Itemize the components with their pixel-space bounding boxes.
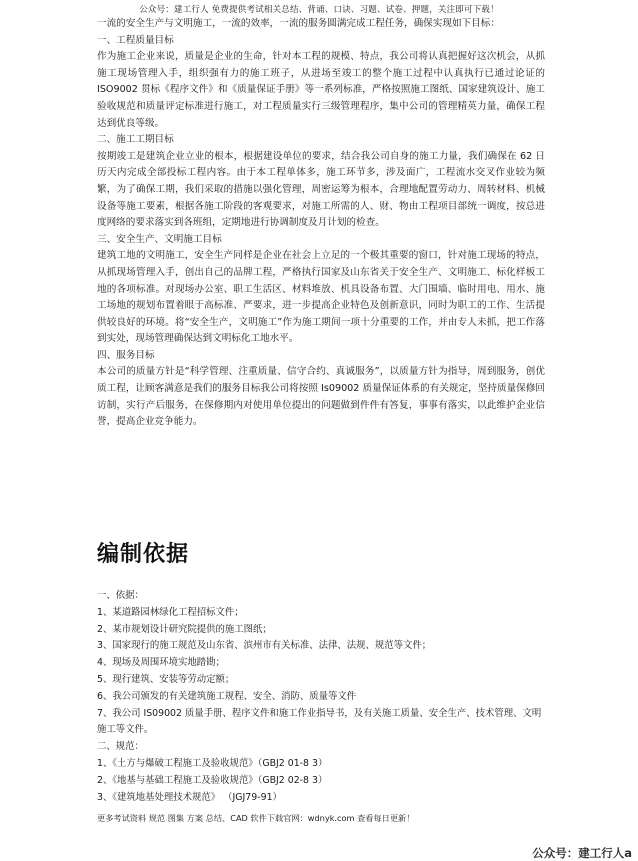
list-item: 2、某市规划设计研究院提供的施工图纸； — [97, 623, 272, 635]
list-item: 2、《地基与基础工程施工及验收规范》（GBJ2 02-8 3） — [97, 774, 328, 786]
goals-section — [97, 16, 545, 431]
list-item: 1、某道路园林绿化工程招标文件； — [97, 606, 244, 618]
basis-heading: 一、依据： — [97, 590, 144, 601]
list-item: 6、我公司颁发的有关建筑施工规程、安全、消防、质量等文件 — [97, 690, 357, 702]
section-text: 本公司的质量方针是“科学管理、注重质量、信守合约、真诚服务”，以质量方针为指导，周到服务，创优质工程，让顾客满意是我们的服务目标我公司将按照 Is09002 质量保证体系的有关规定，坚持质量保修回访制，实行产后服务，在保修期内对使用单位提出的问题做到件件有答复，事事有落实，以此维护企业信誉，提高企业竞争能力。 — [97, 366, 545, 428]
list-item: 3、《建筑地基处理技术规范》 （JGJ79-91） — [97, 791, 282, 803]
brand-watermark: 公众号：建工行人a — [532, 846, 632, 860]
section-text: 作为施工企业来说，质量是企业的生命，针对本工程的规模、特点，我公司将认真把握好这次机会，从抓施工现场管理入手，组织强有力的施工班子，从进场至竣工的整个施工过程中认真执行已通过论证的 ISO9002 贯标《程序文件》和《质量保证手册》等一系列标准，严格按照施工图纸、国家建筑设计、施工验收规范和质量评定标准进行施工，对工程质量实行三级管理程序，集中公司的管理精英力量，确保工程达到优良等级。 — [97, 51, 545, 129]
page-title: 编制依据 — [97, 542, 190, 567]
section-heading: 二、施工工期目标 — [97, 134, 174, 146]
list-item: 1、《土方与爆破工程施工及验收规范》（GBJ2 01-8 3） — [97, 757, 328, 769]
list-item: 4、现场及周围环境实地踏勘； — [97, 657, 225, 669]
section-heading: 一、工程质量目标 — [97, 34, 174, 46]
list-item: 5、现行建筑、安装等劳动定额； — [97, 673, 235, 685]
page-footer: 更多考试资料 规范 图集 方案 总结、CAD 软件下载官网：wdnyk.com 查看每日更新！ — [97, 813, 415, 823]
norms-heading: 二、规范： — [97, 741, 144, 753]
list-item: 7、我公司 IS09002 质量手册、程序文件和施工作业指导书，及有关施工质量、安全生产、技术管理、文明施工等文件。 — [97, 707, 542, 736]
section-heading: 三、安全生产、文明施工目标 — [97, 233, 222, 245]
page-header: 公众号：建工行人 免费提供考试相关总结、背诵、口诀、习题、试卷、押题，关注即可下载！ — [139, 5, 499, 15]
section-text: 建筑工地的文明施工，安全生产同样是企业在社会上立足的一个极其重要的窗口，针对施工现场的特点，从抓现场管理入手，创出自己的品牌工程，严格执行国家及山东省关于安全生产、文明施工、标化样板工地的各项标准。对现场办公室、职工生活区、材料堆放、机具设备布置、大门围墙、临时用电、用水、施工场地的规划布置着眼于高标准、严要求，进一步提高企业特色及创新意识，同时为职工的工作、生活提供较良好的环境。将“安全生产，文明施工”作为施工期间一项十分重要的工作，并由专人未抓，把工作落到实处，现场管理确保达到文明标化工地水平。 — [97, 250, 545, 345]
basis-section — [97, 588, 545, 806]
intro-paragraph: 一流的安全生产与文明施工，一流的效率，一流的服务圆满完成工程任务，确保实现如下目标： — [97, 18, 500, 29]
list-item: 3、国家现行的施工规范及山东省、滨州市有关标准、法律、法规、规范等文件； — [97, 640, 432, 652]
section-text: 按期竣工是建筑企业立业的根本，根据建设单位的要求，结合我公司自身的施工力量，我们确保在 62 日历天内完成全部投标工程内容。由于本工程单体多，施工环节多，涉及面广，工程流水交叉作业较为频繁，为了确保工期，我们采取的措施以强化管理，周密运筹为根本，合理地配置劳动力、周转材料、机械设备等施工要素，根据各施工阶段的客观要求，对施工所需的人、财、物由工程项目部统一调度，按总进度网络的要求落实到各班组，定期地进行协调制度及月计划的检查。 — [97, 150, 545, 229]
section-heading: 四、服务目标 — [97, 349, 155, 361]
